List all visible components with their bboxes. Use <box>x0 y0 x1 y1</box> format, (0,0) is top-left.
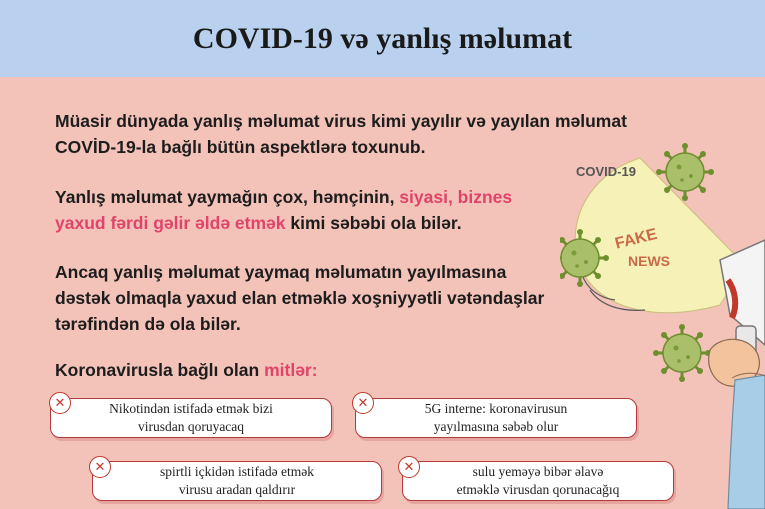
citizens-line-2: dəstək olmaqla yaxud elan etməklə xoşniyyətli vətəndaşlar <box>55 288 545 308</box>
citizens-line-1: Ancaq yanlış məlumat yaymaq məlumatın yayılmasına <box>55 262 507 282</box>
myth-card <box>92 461 382 501</box>
myths-heading-text: Koronavirusla bağlı olan <box>55 360 265 380</box>
myth-line-2: virusdan qoruyacaq <box>137 419 245 434</box>
covid-label: COVID-19 <box>576 164 636 179</box>
myths-heading <box>55 357 318 383</box>
reasons-text-2: kimi səbəbi ola bilər. <box>285 213 462 233</box>
myth-line-2: yayılmasına səbəb olur <box>433 419 559 434</box>
myths-heading-highlight: mitlər: <box>264 360 318 380</box>
reasons-text-1: Yanlış məlumat yaymağın çox, həmçinin, <box>55 187 400 207</box>
hand-illustration <box>709 339 765 509</box>
cross-icon: ✕ <box>352 392 374 414</box>
intro-line-2: COVİD-19-la bağlı bütün aspektlərə toxunub. <box>55 137 426 157</box>
megaphone-blast-shape <box>575 158 745 313</box>
intro-paragraph <box>55 108 627 160</box>
myth-line-2: virusu aradan qaldırır <box>178 482 296 497</box>
news-label: NEWS <box>628 253 670 269</box>
myth-line-1: Nikotindən istifadə etmək bizi <box>109 401 273 416</box>
cross-icon: ✕ <box>89 456 111 478</box>
fake-news-megaphone-illustration <box>560 140 765 509</box>
myth-card <box>50 398 332 438</box>
header-banner <box>0 0 765 77</box>
myth-line-1: sulu yeməyə bibər əlavə <box>472 464 604 479</box>
cross-icon: ✕ <box>49 392 71 414</box>
citizens-paragraph <box>55 259 544 337</box>
reasons-paragraph <box>55 184 512 236</box>
myth-line-1: 5G interne: koronavirusun <box>424 401 568 416</box>
virus-icon <box>653 324 711 382</box>
myth-line-2: etməklə virusdan qorunacağıq <box>456 482 620 497</box>
citizens-line-3: tərəfindən də ola bilər. <box>55 314 241 334</box>
fake-label: FAKE <box>613 225 659 253</box>
reasons-highlight-1: siyasi, biznes <box>399 187 513 207</box>
cross-icon: ✕ <box>398 456 420 478</box>
page-title: COVID-19 və yanlış məlumat <box>192 21 573 55</box>
intro-line-1: Müasir dünyada yanlış məlumat virus kimi yayılır və yayılan məlumat <box>55 111 627 131</box>
myth-line-1: spirtli içkidən istifadə etmək <box>159 464 315 479</box>
reasons-highlight-2: yaxud fərdi gəlir əldə etmək <box>55 213 286 233</box>
